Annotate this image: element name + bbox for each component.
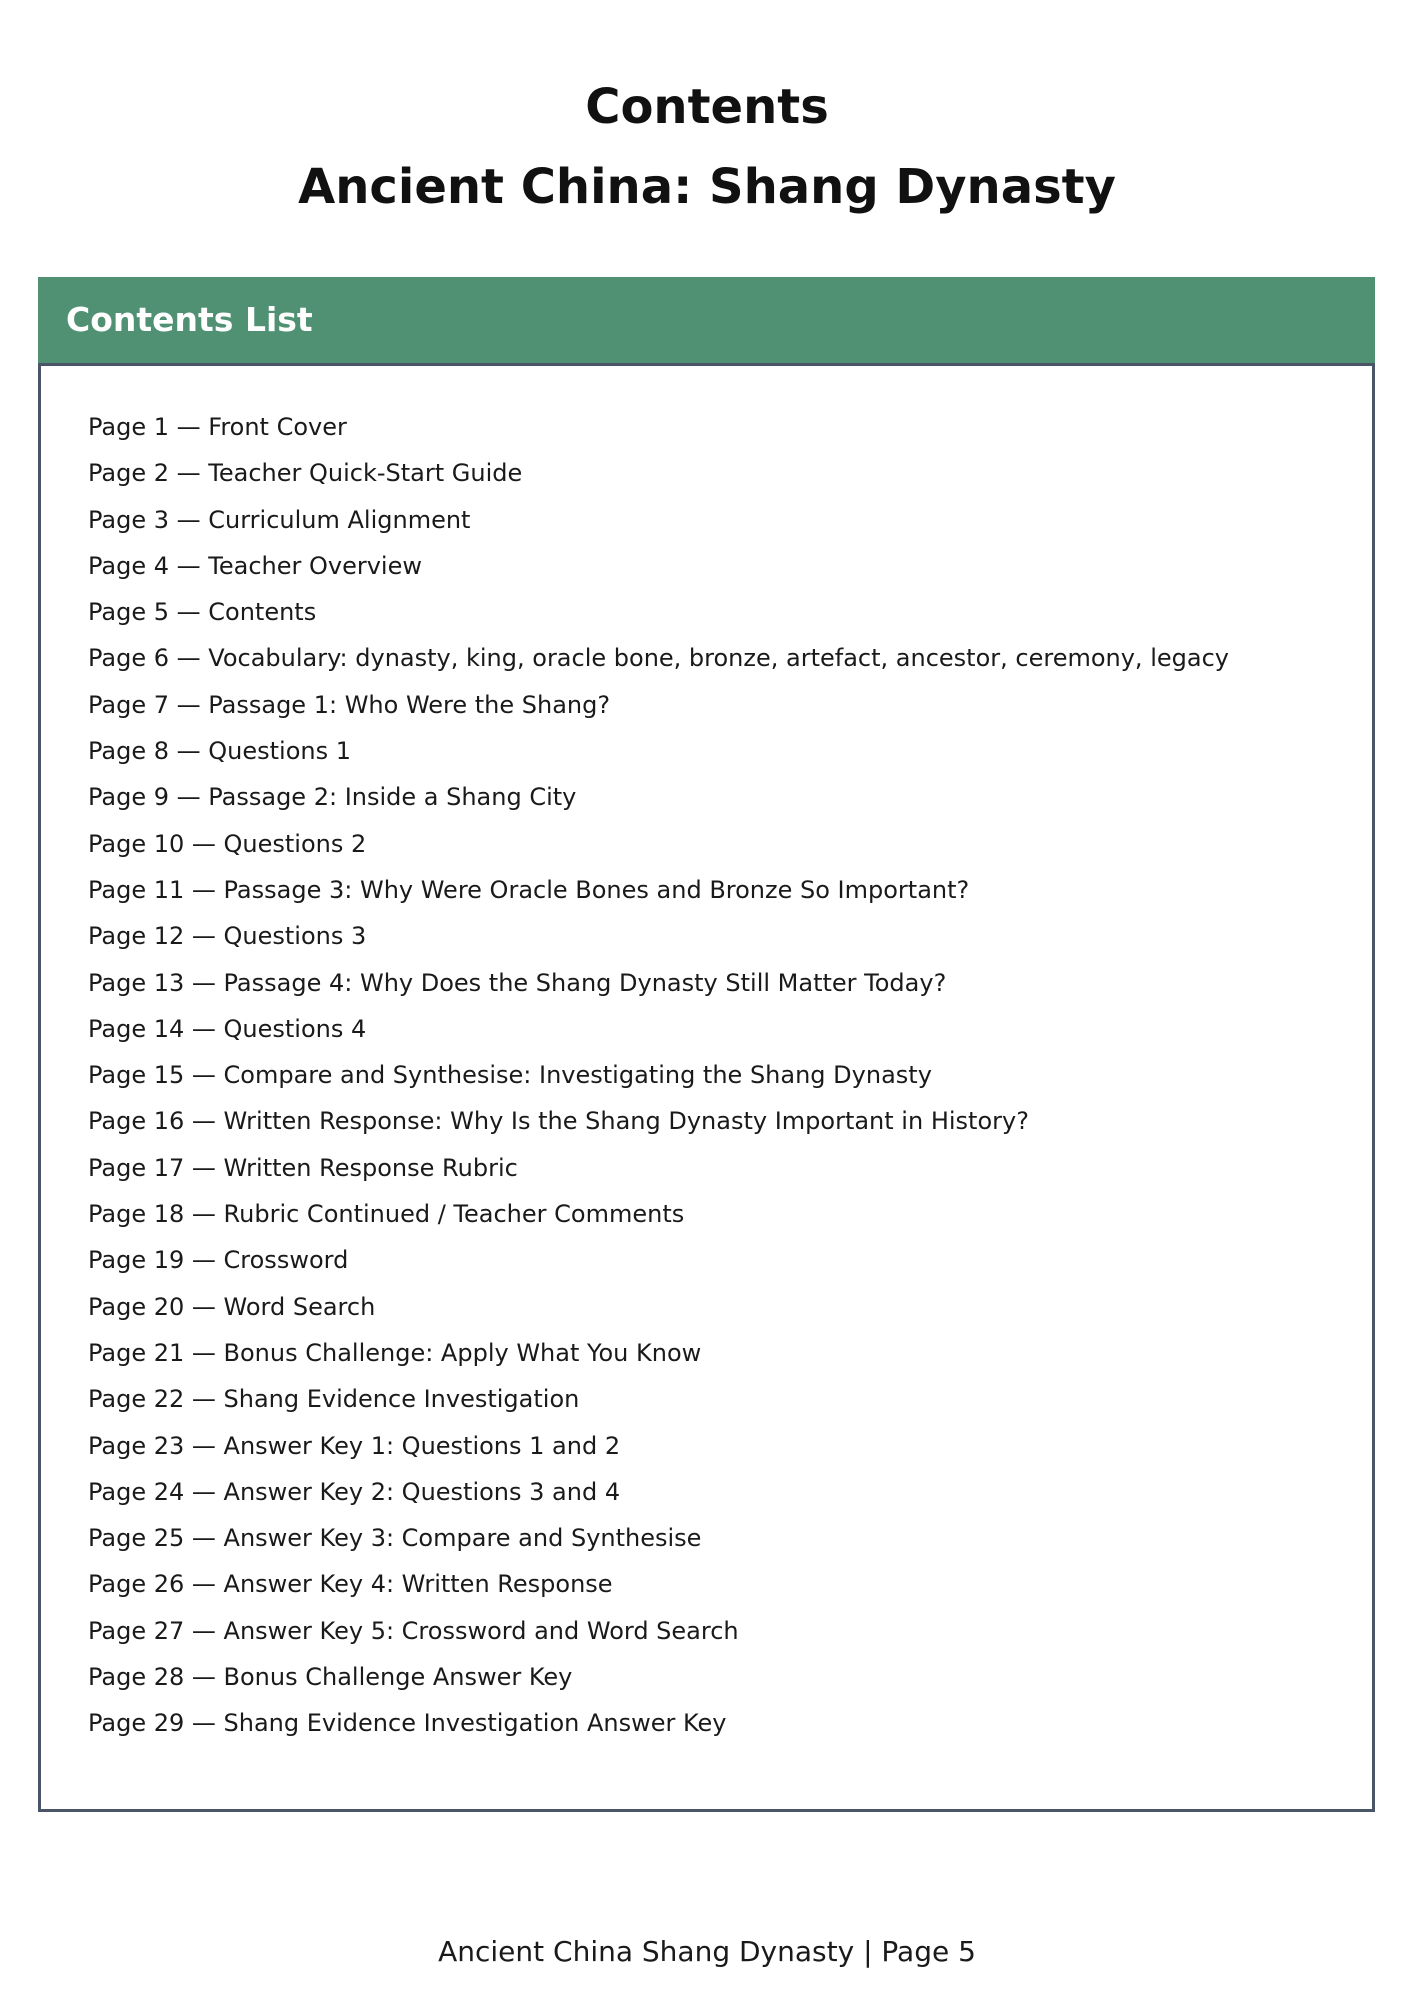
contents-list-item: Page 27 — Answer Key 5: Crossword and Word Search [88, 1616, 739, 1645]
page-subtitle: Ancient China: Shang Dynasty [298, 159, 1116, 215]
contents-list-item: Page 18 — Rubric Continued / Teacher Comments [88, 1200, 685, 1229]
contents-list-item: Page 12 — Questions 3 [88, 922, 367, 951]
contents-list-item: Page 4 — Teacher Overview [88, 551, 422, 580]
contents-list-item: Page 15 — Compare and Synthesise: Investigating the Shang Dynasty [88, 1061, 932, 1090]
contents-panel-header [38, 277, 1375, 366]
contents-panel-heading: Contents List [66, 300, 313, 339]
contents-list-item: Page 24 — Answer Key 2: Questions 3 and 4 [88, 1477, 621, 1506]
contents-list-item: Page 16 — Written Response: Why Is the Shang Dynasty Important in History? [88, 1107, 1029, 1136]
contents-list-item: Page 11 — Passage 3: Why Were Oracle Bones and Bronze So Important? [88, 875, 970, 904]
contents-list-item: Page 3 — Curriculum Alignment [88, 505, 471, 534]
contents-list-item: Page 8 — Questions 1 [88, 737, 352, 766]
contents-list-item: Page 29 — Shang Evidence Investigation Answer Key [88, 1709, 727, 1738]
contents-list-item: Page 20 — Word Search [88, 1292, 376, 1321]
contents-list-item: Page 17 — Written Response Rubric [88, 1153, 518, 1182]
contents-list-item: Page 2 — Teacher Quick-Start Guide [88, 459, 523, 488]
contents-list-item: Page 13 — Passage 4: Why Does the Shang Dynasty Still Matter Today? [88, 968, 947, 997]
contents-list-item: Page 28 — Bonus Challenge Answer Key [88, 1663, 573, 1692]
contents-list-item: Page 23 — Answer Key 1: Questions 1 and 2 [88, 1431, 621, 1460]
contents-list-item: Page 25 — Answer Key 3: Compare and Synthesise [88, 1524, 702, 1553]
contents-list-item: Page 21 — Bonus Challenge: Apply What You Know [88, 1338, 702, 1367]
contents-list-item: Page 5 — Contents [88, 598, 317, 627]
contents-list [88, 404, 1348, 1747]
contents-list-item: Page 9 — Passage 2: Inside a Shang City [88, 783, 577, 812]
contents-list-item: Page 7 — Passage 1: Who Were the Shang? [88, 690, 611, 719]
page-footer: Ancient China Shang Dynasty | Page 5 [438, 1935, 976, 1968]
contents-list-item: Page 10 — Questions 2 [88, 829, 367, 858]
contents-list-item: Page 22 — Shang Evidence Investigation [88, 1385, 580, 1414]
contents-list-item: Page 26 — Answer Key 4: Written Response [88, 1570, 613, 1599]
contents-list-item: Page 19 — Crossword [88, 1246, 349, 1275]
contents-list-item: Page 6 — Vocabulary: dynasty, king, oracle bone, bronze, artefact, ancestor, ceremony, legacy [88, 644, 1229, 673]
contents-list-item: Page 1 — Front Cover [88, 413, 347, 441]
page-title: Contents [585, 79, 829, 135]
contents-list-item: Page 14 — Questions 4 [88, 1014, 367, 1043]
